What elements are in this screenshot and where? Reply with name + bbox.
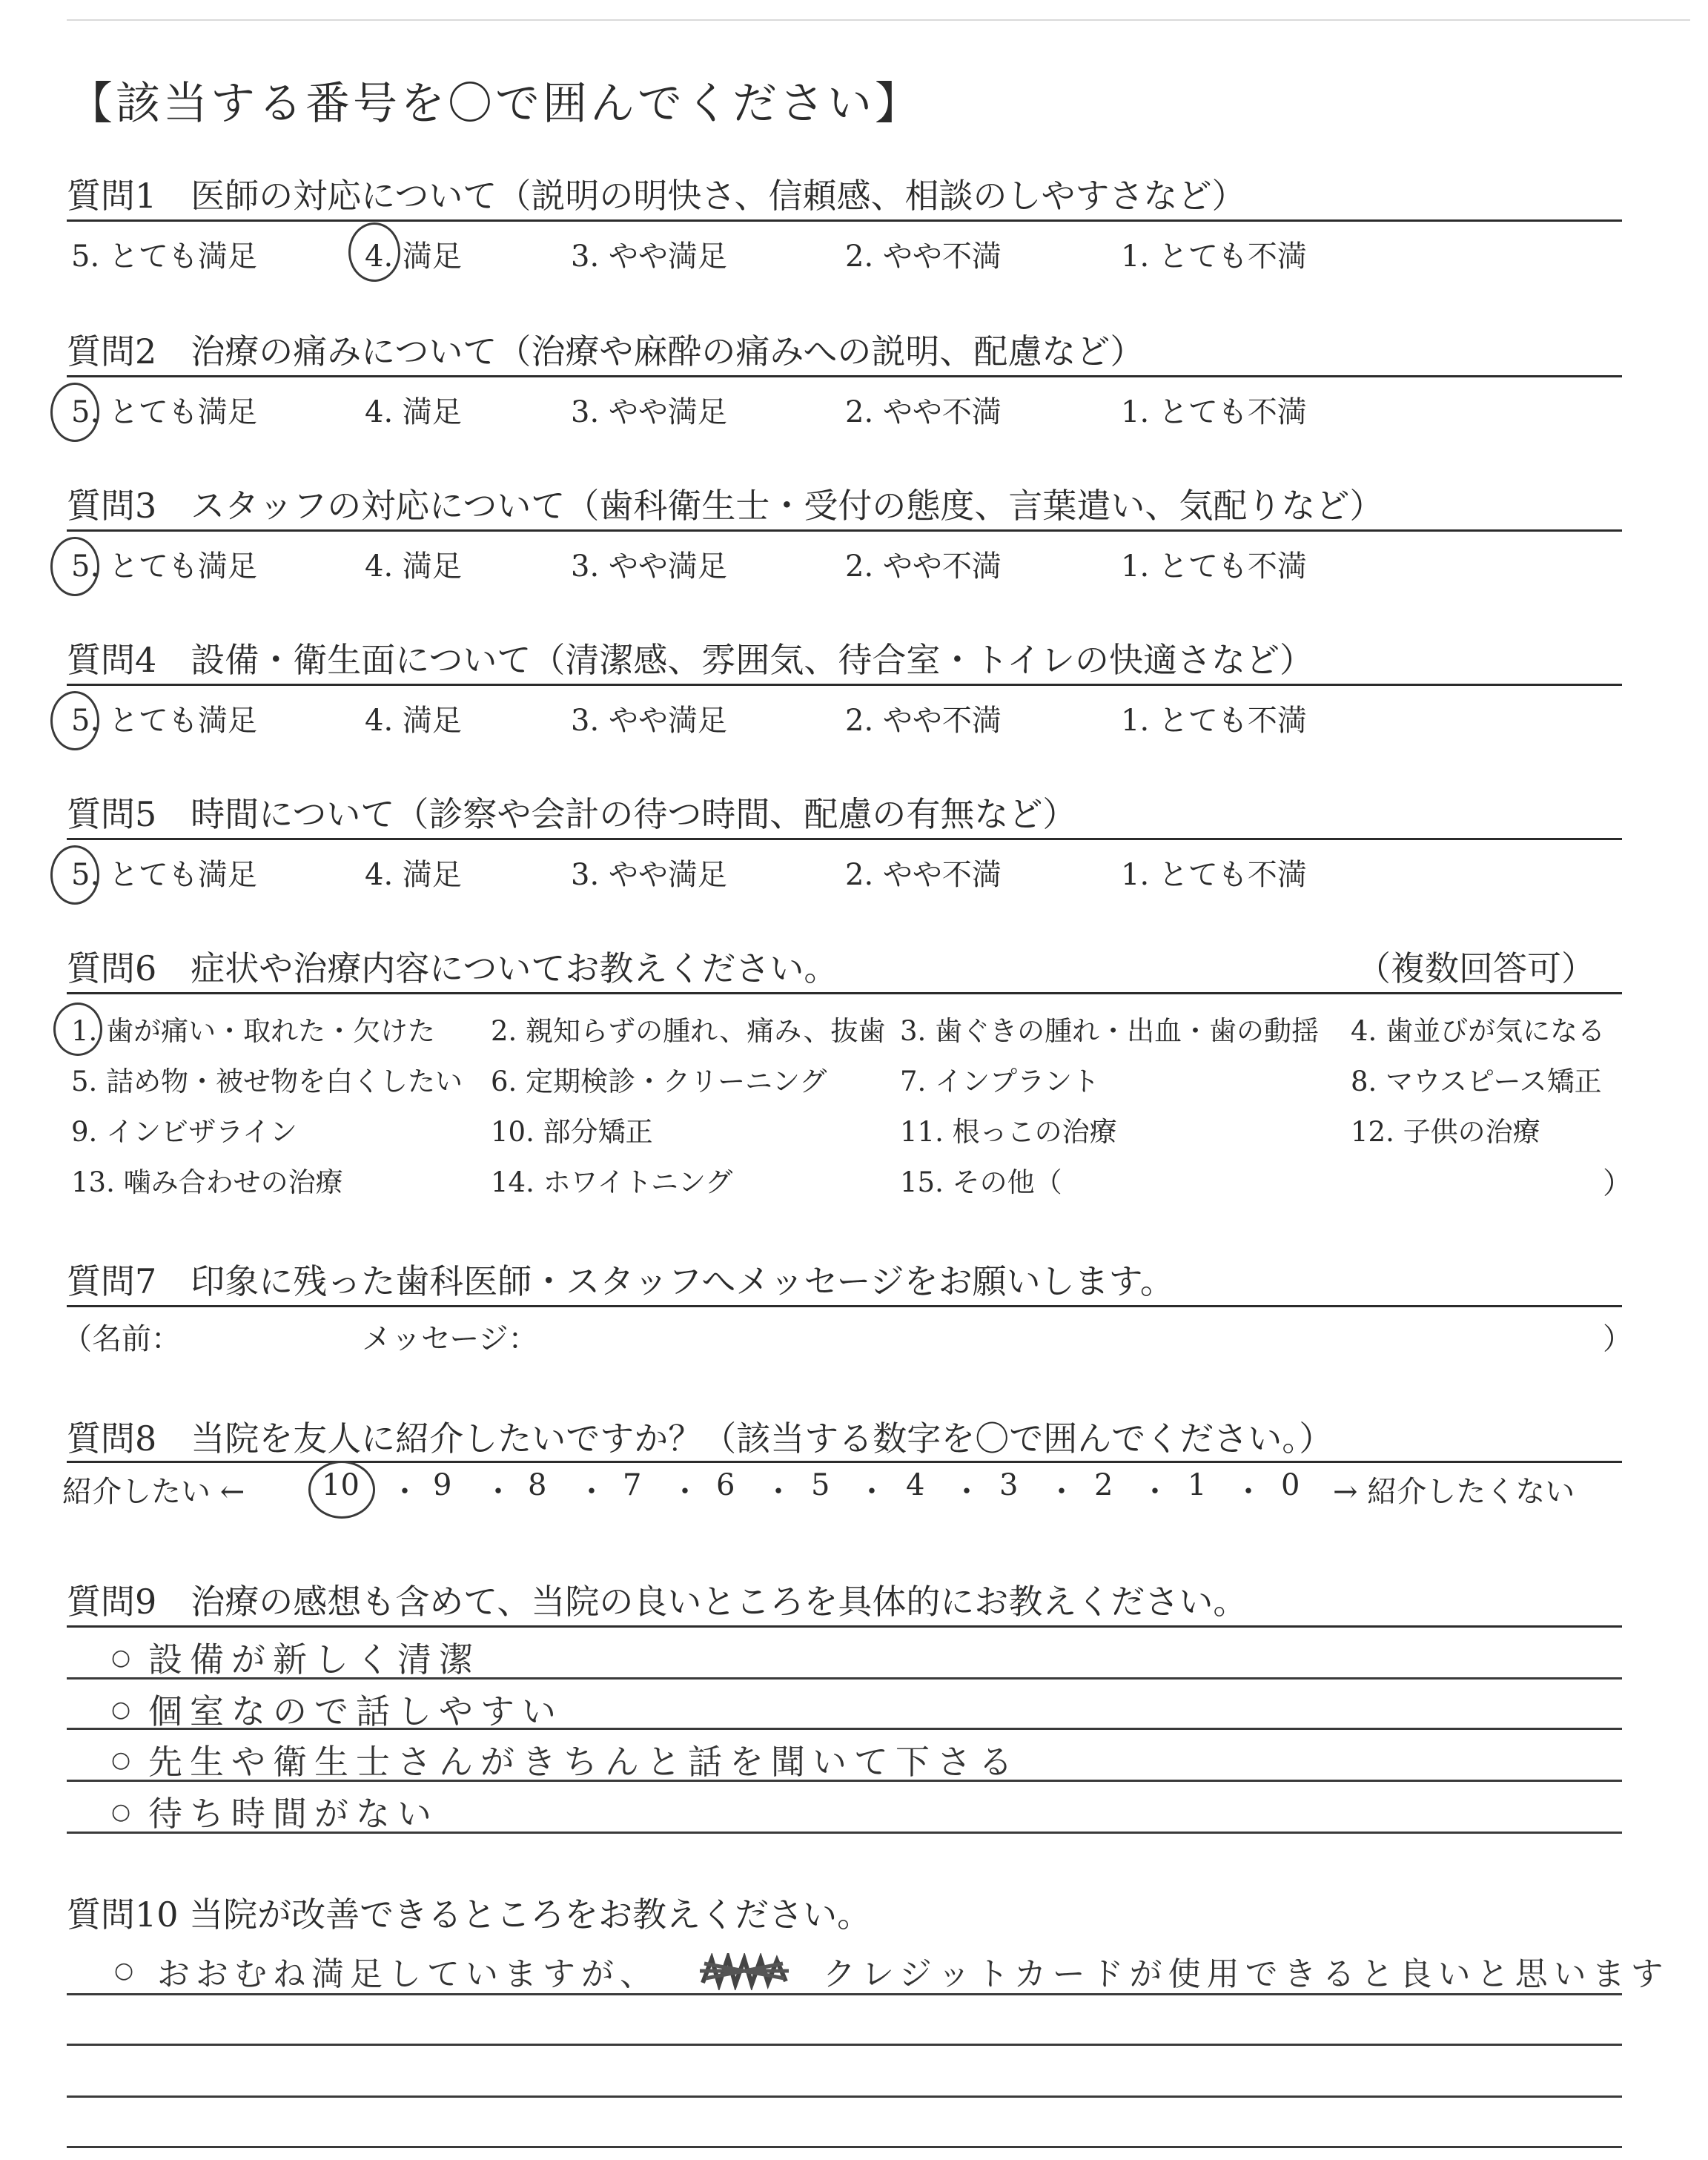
q5-option-5[interactable]: 5. とても満足 [71, 858, 257, 892]
q1-option-3[interactable]: 3. やや満足 [571, 240, 727, 274]
q8-dot: ・ [483, 1475, 513, 1509]
q7-heading: 質問7 印象に残った歯科医師・スタッフへメッセージをお願いします。 [67, 1261, 1174, 1301]
q6-option[interactable]: 14. ホワイトニング [491, 1166, 733, 1198]
q2-option-2[interactable]: 2. やや不満 [845, 395, 1002, 429]
q1-option-1[interactable]: 1. とても不満 [1121, 240, 1307, 274]
q6-option[interactable]: 10. 部分矯正 [491, 1116, 653, 1148]
q5-option-2[interactable]: 2. やや不満 [845, 858, 1002, 892]
q4-option-4[interactable]: 4. 満足 [365, 704, 462, 738]
bullet-icon: ○ [111, 1697, 131, 1723]
q3-rule [67, 529, 1622, 532]
q6-other-close-paren: ） [1603, 1166, 1632, 1200]
q7-message-label: メッセージ： [362, 1322, 538, 1356]
q9-answer: 待ち時間がない [148, 1794, 439, 1834]
q8-scale-3[interactable]: 3 [999, 1468, 1019, 1502]
scan-edge-line [67, 19, 1690, 21]
q8-dot: ・ [577, 1475, 606, 1509]
q10-answer-end: クレジットカードが使用できると良いと思います [823, 1955, 1669, 1993]
q3-option-3[interactable]: 3. やや満足 [571, 549, 727, 584]
q8-scale-2[interactable]: 2 [1094, 1468, 1113, 1502]
q1-heading: 質問1 医師の対応について（説明の明快さ、信頼感、相談のしやすさなど） [67, 176, 1246, 216]
q4-option-3[interactable]: 3. やや満足 [571, 704, 727, 738]
q2-heading: 質問2 治療の痛みについて（治療や麻酔の痛みへの説明、配慮など） [67, 331, 1145, 371]
q3-option-4[interactable]: 4. 満足 [365, 549, 462, 584]
q5-heading: 質問5 時間について（診察や会計の待つ時間、配慮の有無など） [67, 794, 1077, 834]
q6-option[interactable]: 3. 歯ぐきの腫れ・出血・歯の動揺 [900, 1015, 1320, 1047]
q6-option[interactable]: 6. 定期検診・クリーニング [491, 1066, 827, 1097]
q6-option[interactable]: 2. 親知らずの腫れ、痛み、抜歯 [491, 1015, 886, 1047]
q2-rule [67, 375, 1622, 377]
q7-name-label: （名前： [62, 1322, 181, 1356]
q4-option-2[interactable]: 2. やや不満 [845, 704, 1002, 738]
q8-scale-6[interactable]: 6 [716, 1468, 735, 1502]
q6-multiple-answer-note: （複数回答可） [1357, 948, 1595, 988]
q8-scale-5[interactable]: 5 [811, 1468, 830, 1502]
q6-rule [67, 992, 1622, 994]
q8-left-label: 紹介したい ← [62, 1475, 245, 1509]
q4-heading: 質問4 設備・衛生面について（清潔感、雰囲気、待合室・トイレの快適さなど） [67, 640, 1314, 680]
q8-right-label: → 紹介したくない [1333, 1475, 1575, 1509]
q10-heading: 質問10 当院が改善できるところをお教えください。 [67, 1895, 872, 1935]
q6-option[interactable]: 4. 歯並びが気になる [1351, 1015, 1606, 1047]
q3-option-5[interactable]: 5. とても満足 [71, 549, 257, 584]
q9-rule [67, 1625, 1622, 1628]
q5-option-4[interactable]: 4. 満足 [365, 858, 462, 892]
q3-option-1[interactable]: 1. とても不満 [1121, 549, 1307, 584]
q6-option[interactable]: 8. マウスピース矯正 [1351, 1066, 1602, 1097]
q1-rule [67, 219, 1622, 222]
q1-option-4[interactable]: 4. 満足 [365, 240, 462, 274]
answer-line [67, 2044, 1622, 2046]
q8-dot: ・ [1047, 1475, 1076, 1509]
q8-scale-10[interactable]: 10 [322, 1468, 360, 1502]
q2-option-5[interactable]: 5. とても満足 [71, 395, 257, 429]
q8-dot: ・ [1140, 1475, 1170, 1509]
q6-option[interactable]: 11. 根っこの治療 [900, 1116, 1117, 1148]
q6-option[interactable]: 7. インプラント [900, 1066, 1100, 1097]
q6-option[interactable]: 13. 噛み合わせの治療 [71, 1166, 343, 1198]
bullet-icon: ○ [111, 1747, 131, 1773]
q8-dot: ・ [764, 1475, 793, 1509]
q2-option-4[interactable]: 4. 満足 [365, 395, 462, 429]
answer-line [67, 2146, 1622, 2148]
q6-option[interactable]: 9. インビザライン [71, 1116, 297, 1148]
q8-dot: ・ [390, 1475, 420, 1509]
page-title: 【該当する番号を〇で囲んでください】 [68, 78, 922, 130]
q3-option-2[interactable]: 2. やや不満 [845, 549, 1002, 584]
q5-rule [67, 838, 1622, 840]
q4-option-1[interactable]: 1. とても不満 [1121, 704, 1307, 738]
q6-option-other[interactable]: 15. その他（ [900, 1166, 1062, 1198]
q8-rule [67, 1461, 1622, 1463]
q7-rule [67, 1305, 1622, 1307]
q6-option[interactable]: 12. 子供の治療 [1351, 1116, 1540, 1148]
q8-scale-4[interactable]: 4 [906, 1468, 925, 1502]
q1-option-5[interactable]: 5. とても満足 [71, 240, 257, 274]
q9-answer: 先生や衛生士さんがきちんと話を聞いて下さる [148, 1742, 1020, 1782]
q8-scale-9[interactable]: 9 [433, 1468, 452, 1502]
q7-close-paren: ） [1603, 1322, 1632, 1356]
q3-heading: 質問3 スタッフの対応について（歯科衛生士・受付の態度、言葉遣い、気配りなど） [67, 486, 1384, 526]
q8-dot: ・ [1234, 1475, 1263, 1509]
q9-heading: 質問9 治療の感想も含めて、当院の良いところを具体的にお教えください。 [67, 1582, 1248, 1622]
bullet-icon: ○ [111, 1645, 131, 1671]
q8-dot: ・ [670, 1475, 700, 1509]
bullet-icon: ○ [111, 1799, 131, 1825]
q6-option[interactable]: 1. 歯が痛い・取れた・欠けた [71, 1015, 436, 1047]
bullet-icon: ○ [114, 1958, 134, 1984]
q4-option-5[interactable]: 5. とても満足 [71, 704, 257, 738]
q5-option-1[interactable]: 1. とても不満 [1121, 858, 1307, 892]
q4-rule [67, 684, 1622, 686]
q9-answer: 個室なので話しやすい [148, 1691, 563, 1731]
q8-dot: ・ [952, 1475, 982, 1509]
q6-heading: 質問6 症状や治療内容についてお教えください。 [67, 948, 838, 988]
q8-scale-8[interactable]: 8 [528, 1468, 547, 1502]
q8-scale-1[interactable]: 1 [1188, 1468, 1207, 1502]
q8-dot: ・ [857, 1475, 887, 1509]
q8-scale-0[interactable]: 0 [1281, 1468, 1300, 1502]
q2-option-1[interactable]: 1. とても不満 [1121, 395, 1307, 429]
q9-answer: 設備が新しく清潔 [148, 1639, 480, 1680]
scribbled-out-icon [697, 1953, 793, 1990]
q5-option-3[interactable]: 3. やや満足 [571, 858, 727, 892]
q2-option-3[interactable]: 3. やや満足 [571, 395, 727, 429]
q8-scale-7[interactable]: 7 [623, 1468, 642, 1502]
q1-option-2[interactable]: 2. やや不満 [845, 240, 1002, 274]
q10-answer-start: おおむね満足していますが、 [157, 1955, 658, 1993]
q8-heading: 質問8 当院を友人に紹介したいですか？（該当する数字を〇で囲んでください。） [67, 1418, 1334, 1459]
answer-line [67, 2095, 1622, 2098]
q6-option[interactable]: 5. 詰め物・被せ物を白くしたい [71, 1066, 463, 1097]
